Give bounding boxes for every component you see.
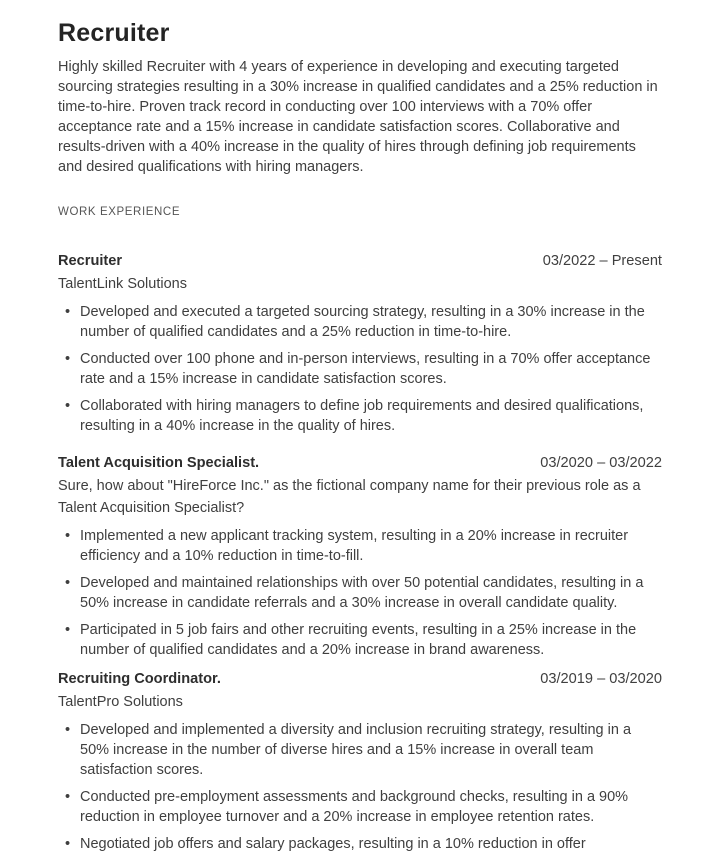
job-dates: 03/2022 – Present <box>542 253 662 269</box>
job-bullet: • Implemented a new applicant tracking system, resulting in a 20% increase in recruiter efficiency and a 10% reduction in time-to-fill. <box>58 526 662 566</box>
job-bullet-list <box>58 302 662 436</box>
job-bullet-list <box>58 720 662 854</box>
job-title: Recruiting Coordinator. <box>58 671 221 687</box>
job-bullet: • Conducted pre-employment assessments and background checks, resulting in a 90% reduction in employee turnover and a 20% increase in employee retention rates. <box>58 787 662 827</box>
job-entry-recruiter <box>58 252 662 436</box>
resume-title: Recruiter <box>58 19 170 47</box>
job-bullet-list <box>58 526 662 660</box>
job-header <box>58 670 662 688</box>
job-header <box>58 252 662 270</box>
job-dates: 03/2019 – 03/2020 <box>540 671 662 687</box>
job-bullet: • Participated in 5 job fairs and other recruiting events, resulting in a 25% increase in the number of qualified candidates and a 20% increase in brand awareness. <box>58 620 662 660</box>
job-entry-recruiting-coordinator <box>58 670 662 854</box>
job-bullet: • Negotiated job offers and salary packages, resulting in a 10% reduction in offer <box>58 834 662 854</box>
job-company: TalentPro Solutions <box>58 694 183 710</box>
job-title: Talent Acquisition Specialist. <box>58 455 260 471</box>
job-dates: 03/2020 – 03/2022 <box>540 455 662 471</box>
job-bullet: • Developed and executed a targeted sourcing strategy, resulting in a 30% increase in the number of qualified candidates and a 25% reduction in time-to-hire. <box>58 302 662 342</box>
job-bullet: • Conducted over 100 phone and in-person interviews, resulting in a 70% offer acceptance rate and a 15% increase in candidate satisfaction scores. <box>58 349 662 389</box>
job-bullet: • Collaborated with hiring managers to define job requirements and desired qualifications, resulting in a 40% increase in the quality of hires. <box>58 396 662 436</box>
job-entry-talent-acquisition-specialist <box>58 454 662 660</box>
job-bullet: • Developed and maintained relationships with over 50 potential candidates, resulting in a 50% increase in candidate referrals and a 30% increase in overall candidate quality. <box>58 573 662 613</box>
job-header <box>58 454 662 472</box>
job-company: TalentLink Solutions <box>58 276 187 292</box>
job-title: Recruiter <box>58 253 123 269</box>
job-company: Sure, how about "HireForce Inc." as the fictional company name for their previous role as a Talent Acquisition Specialist? <box>58 478 641 516</box>
section-heading-work-experience: WORK EXPERIENCE <box>58 206 181 218</box>
job-bullet: • Developed and implemented a diversity and inclusion recruiting strategy, resulting in a 50% increase in the number of diverse hires and a 15% increase in overall team satisfaction scores. <box>58 720 662 780</box>
resume-summary: Highly skilled Recruiter with 4 years of experience in developing and executing targeted sourcing strategies resulting in a 30% increase in qualified candidates and a 25% reduction in time-to-hire. Proven track record in conducting over 100 interviews with a 70% offer acceptance rate and a 15% increase in candidate satisfaction scores. Collaborative and results-driven with a 40% increase in the quality of hires through defining job requirements and desired qualifications with hiring managers. <box>58 59 658 175</box>
